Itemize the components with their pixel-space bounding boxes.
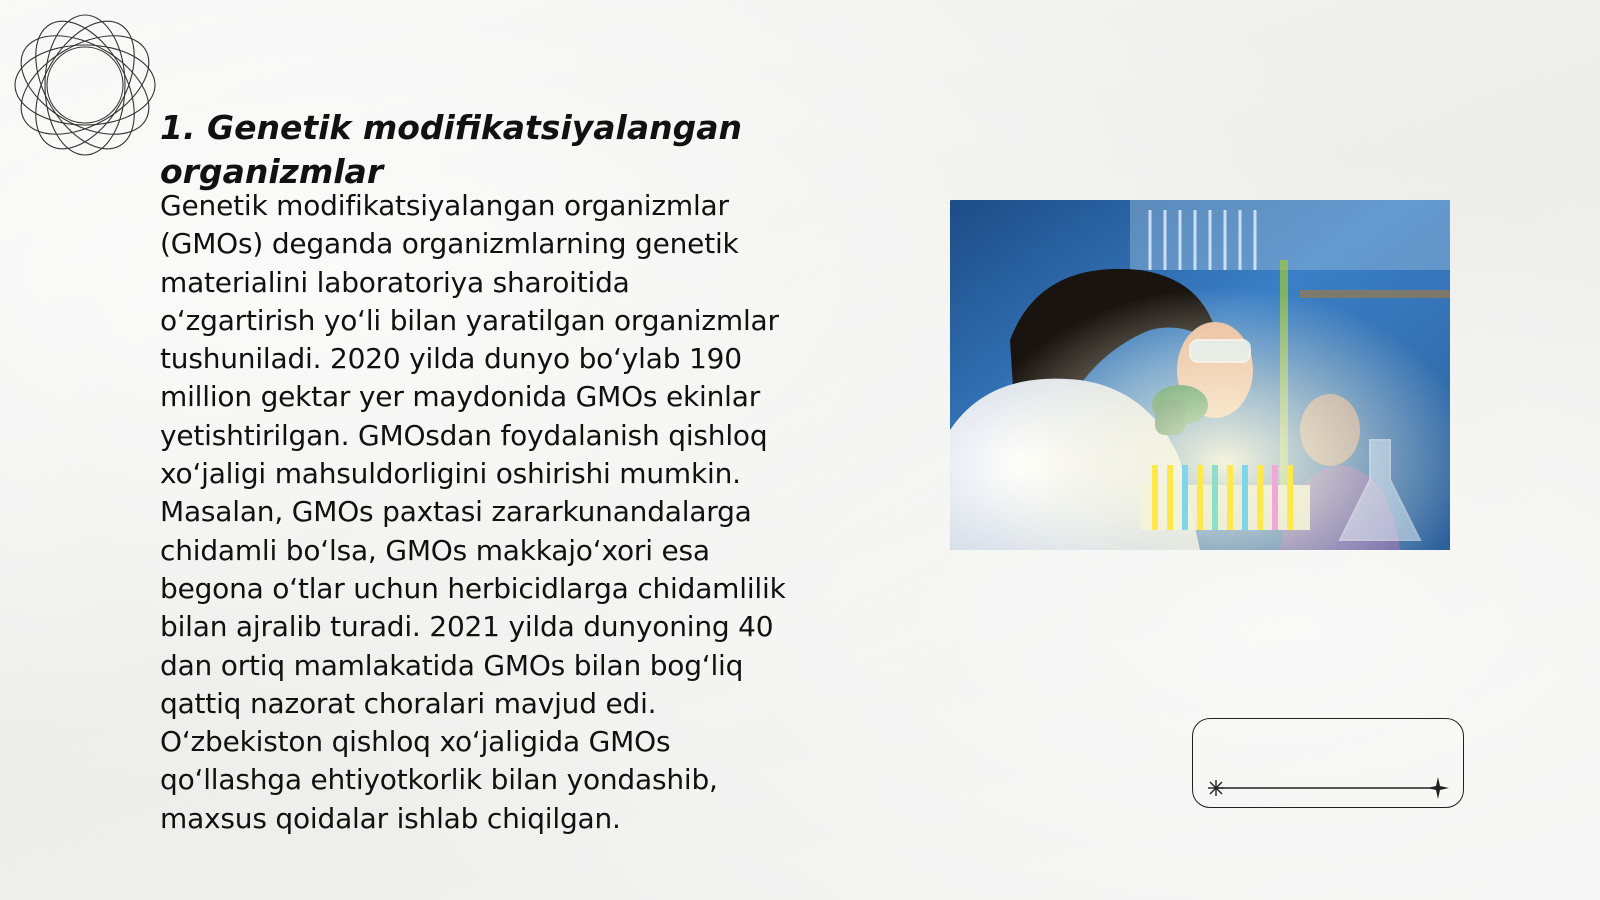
- slide-title: 1. Genetik modifikatsiyalangan organizmlar: [160, 108, 742, 191]
- lab-photo-illustration: [950, 200, 1450, 550]
- laboratory-scientist-photo: [950, 200, 1450, 550]
- spiral-rings-ornament-icon: [10, 10, 160, 160]
- slide-body-text: Genetik modifikatsiyalangan organizmlar (GMOs) deganda organizmlarning genetik materialini laboratoriya sharoitida о‘zgartirish yo‘li bilan yaratilgan organizmlar tushuniladi. 2020 yilda dunyo bo‘ylab 190 million gektar yer maydonida GMOs ekinlar yetishtirilgan. GMOsdan foydalanish qishloq xo‘jaligi mahsuldorligini oshirishi mumkin. Masalan, GMOs paxtasi zararkunandalarga chidamli bo‘lsa, GMOs makkajo‘xori esa begona o‘tlar uchun herbicidlarga chidamlilik bilan ajralib turadi. 2021 yilda dunyoning 40 dan ortiq mamlakatida GMOs bilan bog‘liq qattiq nazorat choralari mavjud edi. O‘zbekiston qishloq xo‘jaligida GMOs qo‘llashga ehtiyotkorlik bilan yondashib, maxsus qoidalar ishlab chiqilgan.: [160, 189, 786, 835]
- decorative-line-stars-icon: [1200, 775, 1450, 801]
